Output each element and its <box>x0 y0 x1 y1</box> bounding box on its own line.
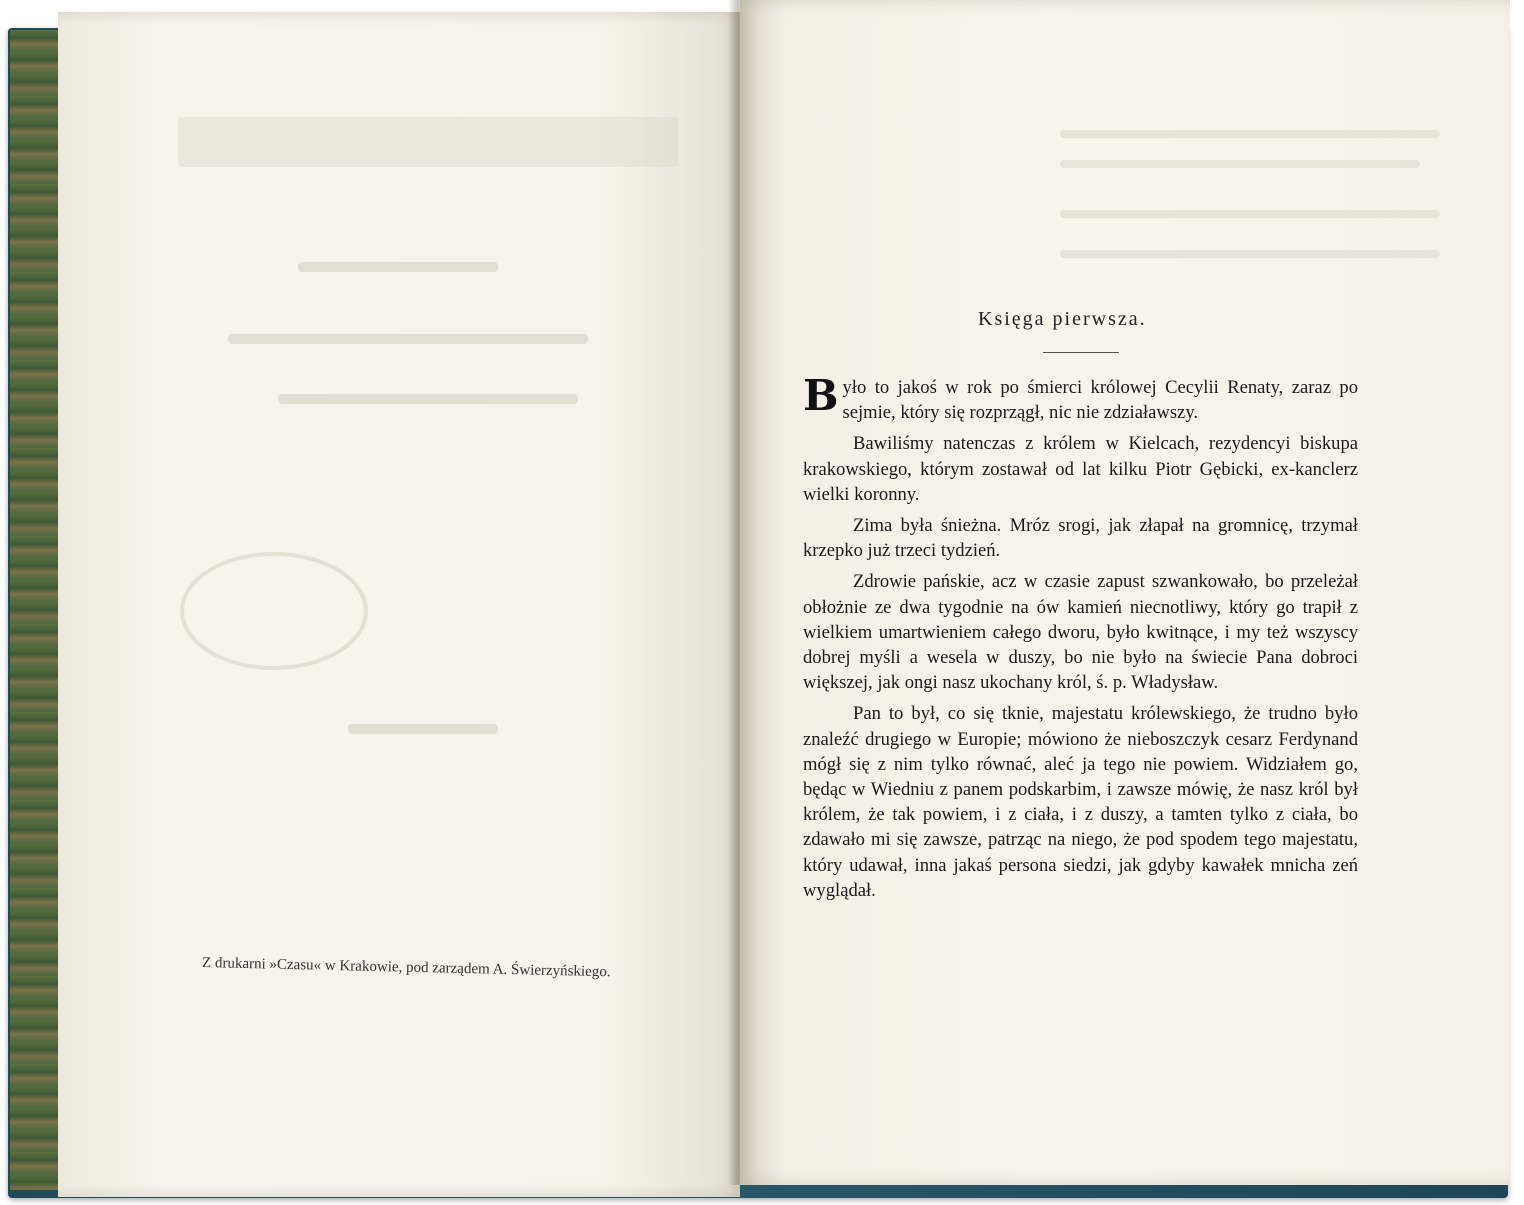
show-through-line <box>1060 210 1440 218</box>
show-through-line <box>1060 250 1440 258</box>
paragraph-text: yło to jakoś w rok po śmierci królowej Cecylii Renaty, zaraz po sejmie, który się rozprzągł, nic nie zdziaławszy. <box>842 377 1358 424</box>
show-through-line <box>348 724 498 734</box>
show-through-line <box>1060 130 1440 138</box>
paragraph: Zdrowie pańskie, acz w czasie zapust szwankowało, bo przeleżał obłożnie ze dwa tygodnie na ów kamień niecnotliwy, który go trapił z wielkiem umartwieniem całego dworu, było kwitnące, i my też wszyscy dobrej myśli a wesela w duszy, bo nie było na świecie Pana dobroci większej, jak ongi nasz ukochany król, ś. p. Władysław. <box>803 571 1358 694</box>
printer-imprint: Z drukarni »Czasu« w Krakowie, pod zarządem A. Świerzyńskiego. <box>201 955 611 981</box>
paragraph: Bawiliśmy natenczas z królem w Kielcach, rezydencyi biskupa krakowskiego, którym zostawał od lat kilku Piotr Gębicki, ex-kanclerz wielki koronny. <box>803 433 1358 505</box>
show-through-line <box>228 334 588 344</box>
show-through-stamp <box>180 552 368 670</box>
show-through-line <box>278 394 578 404</box>
paragraph: Pan to był, co się tknie, majestatu królewskiego, że trudno było znaleźć drugiego w Europie; mówiono że nieboszczyk cesarz Ferdynand mógł się z nim tylko równać, aleć ja tego nie powiem. Widziałem go, będąc w Wiedniu z panem podskarbim, i zawsze mówię, że nasz król był królem, że tak powiem, i z ciała, i z duszy, a tamten tylko z ciała, bo zdawało mi się zawsze, patrząc na niego, że pod spodem tego majestatu, który udawał, inna jakaś persona siedzi, jak gdyby kawałek mnicha zeń wyglądał. <box>803 703 1358 901</box>
left-page <box>58 12 740 1197</box>
paragraph <box>803 371 1358 425</box>
chapter-title: Księga pierwsza. <box>978 308 1147 330</box>
show-through-line <box>1060 160 1420 168</box>
title-divider <box>1043 352 1119 353</box>
show-through-title <box>178 117 678 167</box>
show-through-line <box>298 262 498 272</box>
cover-marbled-edge <box>10 30 64 1190</box>
dropcap: B <box>803 371 839 420</box>
paragraph: Zima była śnieżna. Mróz srogi, jak złapał na gromnicę, trzymał krzepko już trzeci tydzień. <box>803 515 1358 562</box>
chapter-text <box>803 371 1358 909</box>
